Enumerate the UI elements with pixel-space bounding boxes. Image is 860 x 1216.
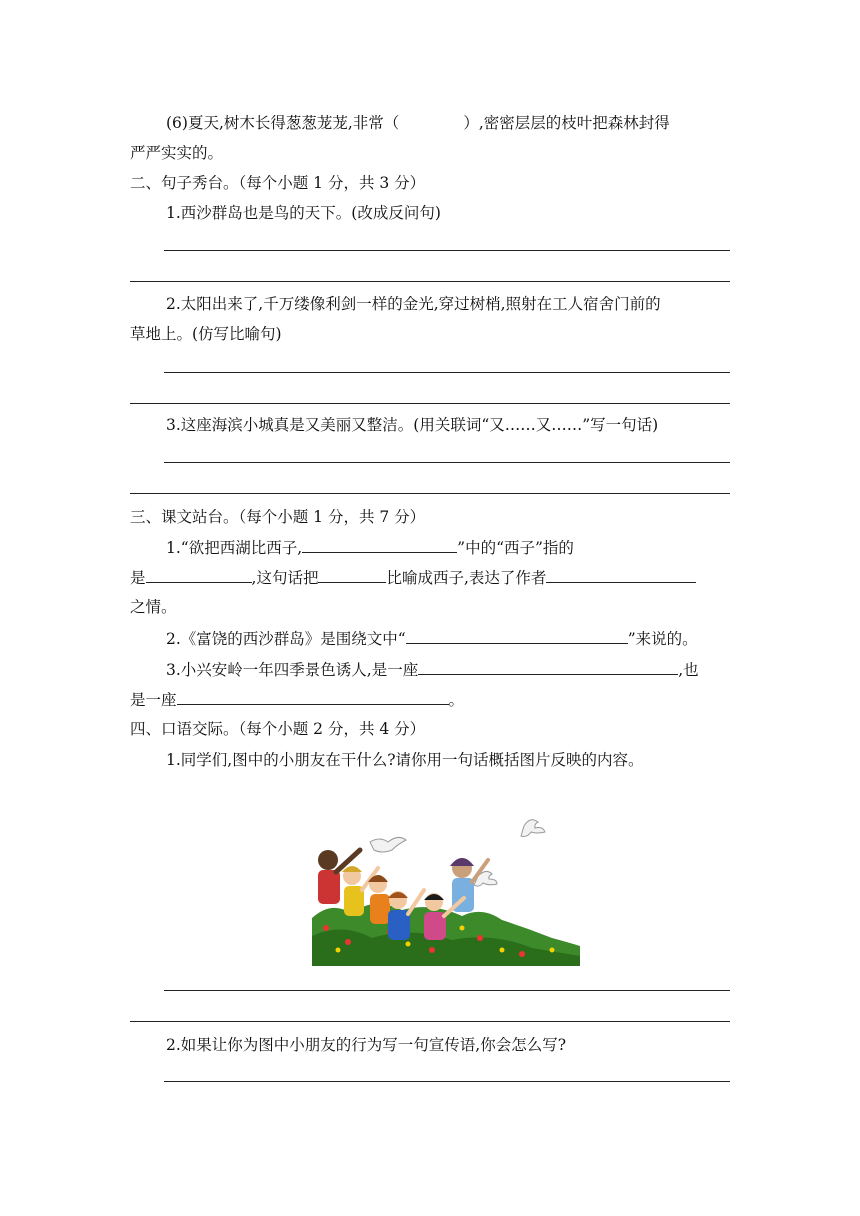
section-2-item-2-line2: 草地上。(仿写比喻句) <box>130 325 282 343</box>
q1-text-d: ,这句话把 <box>251 569 319 587</box>
section-3-q2 <box>166 628 698 649</box>
q1-text-b: ”中的“西子”指的 <box>457 539 574 557</box>
fill-blank[interactable] <box>318 567 386 583</box>
section-2-item-2-line1: 2.太阳出来了,千万缕像利剑一样的金光,穿过树梢,照射在工人宿舍门前的 <box>166 295 661 313</box>
section-3-q3-line1 <box>166 659 699 680</box>
answer-line[interactable] <box>164 1081 730 1082</box>
section-3-q1-line1 <box>166 537 574 558</box>
question-6-line2: 严严实实的。 <box>130 144 224 162</box>
fill-blank[interactable] <box>177 689 449 705</box>
q3-text-a: 3.小兴安岭一年四季景色诱人,是一座 <box>166 661 419 679</box>
q3-text-b: ,也 <box>678 661 699 679</box>
fill-blank[interactable] <box>302 537 457 553</box>
q1-text-e: 比喻成西子,表达了作者 <box>386 569 547 587</box>
section-2-item-1: 1.西沙群岛也是鸟的天下。(改成反问句) <box>166 204 441 222</box>
section-2-heading: 二、句子秀台。（每个小题 1 分，共 3 分） <box>130 174 426 192</box>
answer-line[interactable] <box>130 1021 730 1022</box>
answer-line[interactable] <box>164 372 730 373</box>
section-4-q1: 1.同学们,图中的小朋友在干什么?请你用一句话概括图片反映的内容。 <box>166 751 644 769</box>
section-4-q2: 2.如果让你为图中小朋友的行为写一句宣传语,你会怎么写? <box>166 1036 567 1054</box>
section-3-q1-line2 <box>130 567 696 588</box>
q2-text-b: ”来说的。 <box>627 630 698 648</box>
answer-line[interactable] <box>130 493 730 494</box>
fill-blank[interactable] <box>406 628 628 644</box>
answer-line[interactable] <box>130 403 730 404</box>
child-figure <box>368 875 390 924</box>
section-3-q3-line2 <box>130 689 464 710</box>
answer-line[interactable] <box>164 250 730 251</box>
children-doves-illustration <box>312 810 580 966</box>
section-4-heading: 四、口语交际。（每个小题 2 分，共 4 分） <box>130 720 426 738</box>
q3-text-c: 是一座 <box>130 691 177 709</box>
q1-text-c: 是 <box>130 569 146 587</box>
answer-line[interactable] <box>130 281 730 282</box>
question-6-prefix: (6)夏天,树木长得葱葱茏茏,非常（ <box>166 114 400 132</box>
question-6-suffix: ）,密密层层的枝叶把森林封得 <box>463 114 670 132</box>
section-3-heading: 三、课文站台。（每个小题 1 分，共 7 分） <box>130 508 426 526</box>
fill-blank[interactable] <box>146 567 252 583</box>
q2-text-a: 2.《富饶的西沙群岛》是围绕文中“ <box>166 630 406 648</box>
question-6-line1 <box>166 113 670 133</box>
section-3-q1-line3: 之情。 <box>130 598 177 616</box>
q3-text-d: 。 <box>448 691 465 709</box>
section-2-item-3: 3.这座海滨小城真是又美丽又整洁。(用关联词“又……又……”写一句话) <box>166 416 659 434</box>
fill-blank[interactable] <box>418 659 678 675</box>
answer-line[interactable] <box>164 462 730 463</box>
q1-text-a: 1.“欲把西湖比西子, <box>166 539 303 557</box>
answer-line[interactable] <box>164 990 730 991</box>
fill-blank[interactable] <box>546 567 696 583</box>
